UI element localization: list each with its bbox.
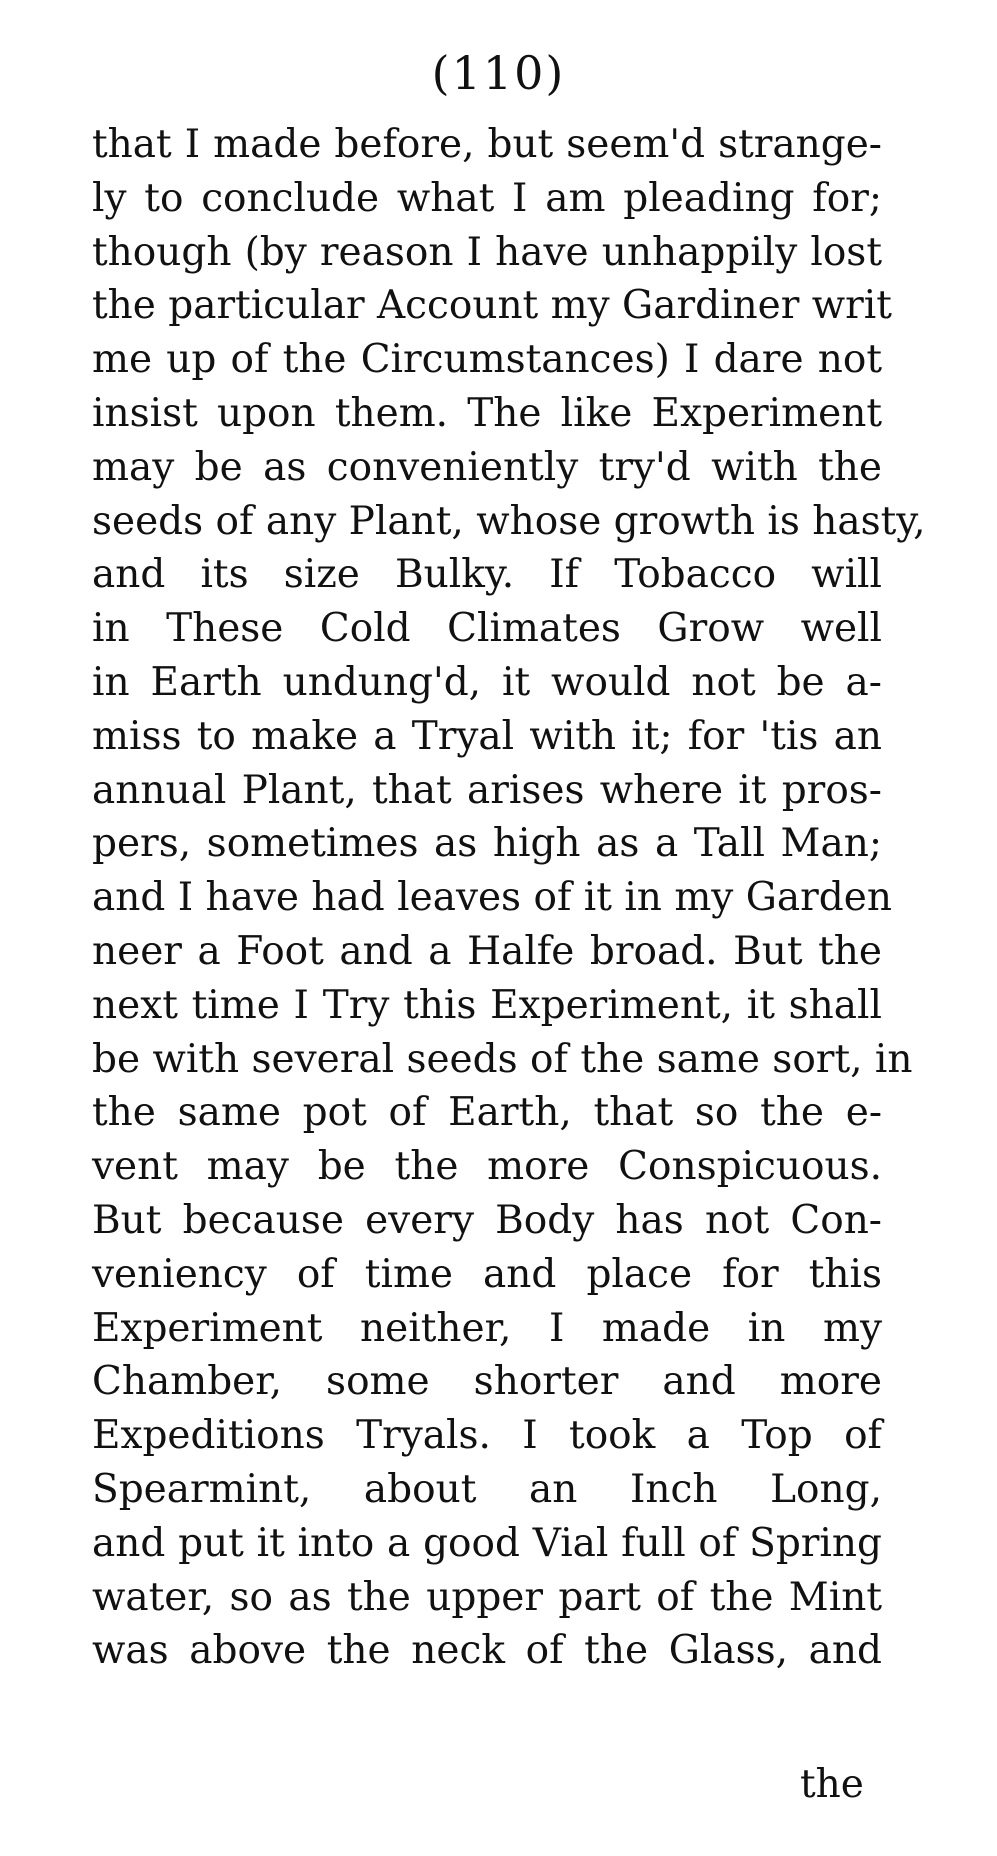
text-line: water, so as the upper part of the Mint <box>92 1574 882 1620</box>
text-line: ly to conclude what I am pleading for; <box>92 175 882 221</box>
text-line: Chamber, some shorter and more <box>92 1359 882 1405</box>
text-line: the same pot of Earth, that so the e- <box>92 1090 882 1136</box>
body-text <box>92 118 926 1678</box>
page-number: (110) <box>431 46 566 100</box>
text-line: seeds of any Plant, whose growth is hasty, <box>92 498 926 544</box>
text-line: next time I Try this Experiment, it shall <box>92 982 882 1028</box>
text-line: Expeditions Tryals. I took a Top of <box>92 1413 882 1459</box>
text-line: and its size Bulky. If Tobacco will <box>92 552 882 598</box>
text-line: that I made before, but seem'd strange- <box>92 122 882 167</box>
text-line: insist upon them. The like Experiment <box>92 390 882 436</box>
text-line: in Earth undung'd, it would not be a- <box>92 659 882 705</box>
text-line: Experiment neither, I made in my <box>92 1305 882 1351</box>
text-line: may be as conveniently try'd with the <box>92 444 882 490</box>
text-line: be with several seeds of the same sort, in <box>92 1036 913 1082</box>
text-line: annual Plant, that arises where it pros- <box>92 767 882 813</box>
catchword: the <box>800 1762 864 1807</box>
text-line: miss to make a Tryal with it; for 'tis an <box>92 713 882 759</box>
text-line: me up of the Circumstances) I dare not <box>92 337 882 383</box>
text-line: Spearmint, about an Inch Long, <box>92 1466 882 1512</box>
text-line: and put it into a good Vial full of Spring <box>92 1520 882 1566</box>
text-line: in These Cold Climates Grow well <box>92 606 882 652</box>
text-line: neer a Foot and a Halfe broad. But the <box>92 928 882 974</box>
text-line: the particular Account my Gardiner writ <box>92 283 892 329</box>
text-line: and I have had leaves of it in my Garden <box>92 875 892 921</box>
text-line: veniency of time and place for this <box>92 1251 882 1297</box>
text-line: was above the neck of the Glass, and <box>92 1628 882 1674</box>
text-line: But because every Body has not Con- <box>92 1197 882 1243</box>
text-line: vent may be the more Conspicuous. <box>92 1144 882 1190</box>
text-line: pers, sometimes as high as a Tall Man; <box>92 821 882 867</box>
text-line: though (by reason I have unhappily lost <box>92 229 882 275</box>
